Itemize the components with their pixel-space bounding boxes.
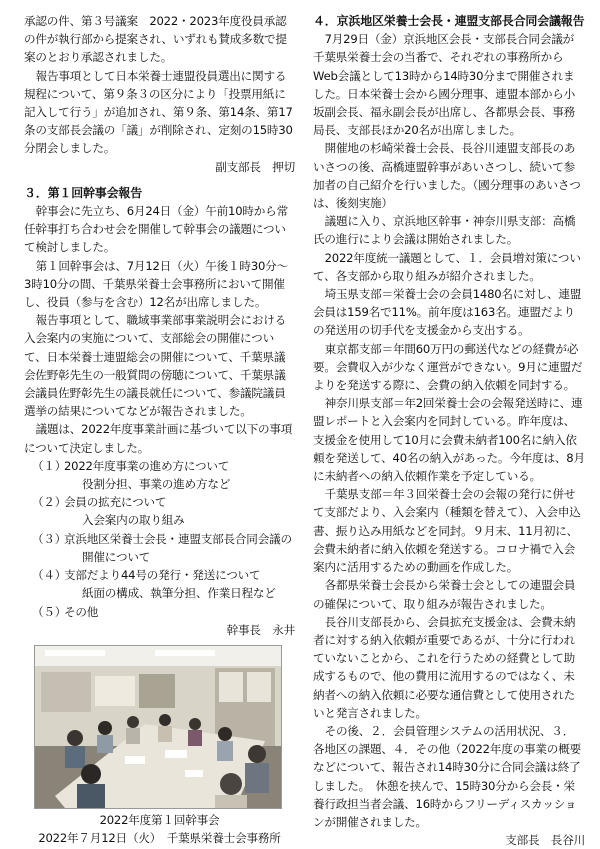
- chiba-branch-report: 千葉県支部＝年３回栄養士会の会報の発行に併せて支部だより、入会案内（種類を替えて）、入会申込書、振り込み用紙などを同封。９月末、11月初に、会費未納者に納入依頼を発送する。コロナ禍で入会案内に活用するための動画を作成した。: [313, 487, 581, 575]
- section-4-paragraph-3: 議題に入り、京浜地区幹事・神奈川県支部：高橋氏の進行により会議は開始されました。: [313, 214, 576, 247]
- agenda-list: [24, 457, 295, 621]
- agenda-title: その他: [64, 604, 99, 619]
- signature-vice-branch-head: 副支部長 押切: [215, 159, 295, 174]
- section-4-paragraph-4: 2022年度統一議題として、１．会員増対策について、各支部から取り組みが紹介されました。: [313, 250, 581, 283]
- agenda-number: （５）: [32, 604, 67, 619]
- photo-caption-title: 2022年度第１回幹事会: [99, 812, 220, 827]
- agenda-item: [24, 566, 295, 602]
- section-3-paragraph-2: 第１回幹事会は、7月12日（火）午後１時30分～3時10分の間、千葉県栄養士会事務所において開催し、役員（参与を含む）12名が出席しました。: [24, 258, 288, 310]
- section-4-heading: ４．京浜地区栄養士会長・連盟支部長合同会議報告: [313, 14, 585, 28]
- agenda-detail: 入会案内の取り組み: [82, 513, 185, 528]
- tokyo-branch-report: 東京都支部＝年間60万円の郵送代などの経費が必要。会費収入が少なく運営ができない。9月に連盟だよりを発送する際に、会費の納入依頼を同封する。: [313, 341, 583, 393]
- signature-branch-head: 支部長 長谷川: [505, 833, 585, 848]
- agenda-number: （１）: [32, 458, 67, 473]
- agenda-title: 京浜地区栄養士会長・連盟支部長合同会議の: [64, 531, 292, 546]
- meeting-room-illustration: [35, 646, 281, 808]
- signature-secretary-general: 幹事長 永井: [226, 622, 295, 637]
- left-column: [24, 12, 295, 847]
- agenda-item: [24, 493, 295, 529]
- section-4-paragraph-9: 各都県栄養士会長から栄養士会としての連盟会員の確保について、取り組みが報告されました。: [313, 578, 576, 611]
- agenda-title: 支部だより44号の発行・発送について: [64, 568, 261, 583]
- agenda-number: （３）: [32, 531, 67, 546]
- section-3-paragraph-4: 議題は、2022年度事業計画に基づいて以下の事項について決定しました。: [24, 422, 293, 455]
- agenda-detail: 紙面の構成、執筆分担、作業日程など: [82, 586, 276, 601]
- photo-caption-date: 2022年７月12日（火） 千葉県栄養士会事務所: [38, 831, 281, 846]
- agenda-item: [24, 603, 295, 621]
- section-3-paragraph-3: 報告事項として、職域事業部事業説明会における入会案内の実施について、支部総会の開催について、日本栄養士連盟総会の開催について、千葉県議会佐野彰先生の一般質問の傍聴について、千葉県議会議員佐野彰先生の議長就任について、参議院議員選挙の結果についてなどが報告されました。: [24, 313, 287, 419]
- agenda-detail: 開催について: [82, 549, 151, 564]
- agenda-item: [24, 530, 295, 566]
- section-4-paragraph-11: その後、２．会員管理システムの活用状況、３．各地区の課題、４．その他（2022年度の事業の概要などについて、報告され14時30分に合同会議は終了しました。 休憩を挟んで、15時30分から会長・栄養行政担当者会議、16時からフリーディスカッションが開催されました。: [313, 723, 581, 829]
- saitama-branch-report: 埼玉県支部＝栄養士会の会員1480名に対し、連盟会員は159名で11%。前年度は163名。連盟だよりの発送用の切手代を支援金から支出する。: [313, 287, 582, 338]
- agenda-title: 2022年度事業の進め方について: [64, 458, 230, 473]
- section-3-paragraph-1: 幹事会に先立ち、6月24日（金）午前10時から常任幹事打ち合わせ会を開催して幹事会の議題について検討しました。: [24, 204, 288, 255]
- section-3-heading: ３．第１回幹事会報告: [24, 185, 143, 200]
- continued-paragraph: 承認の件、第３号議案 2022・2023年度役員承認の件が執行部から提案され、いずれも賛成多数で提案のとおり承認されました。: [24, 14, 287, 65]
- agenda-number: （２）: [32, 495, 67, 510]
- agenda-title: 会員の拡充について: [64, 495, 167, 510]
- meeting-photo: [34, 645, 282, 809]
- report-paragraph: 報告事項として日本栄養士連盟役員選出に関する規程について、第９条３の区分により「投票用紙に記入して行う」が追加され、第９条、第14条、第17条の支部長会議の「議」が削除され、定刻の15時30分閉会しました。: [24, 68, 293, 156]
- kanagawa-branch-report: 神奈川県支部＝年2回栄養士会の会報発送時に、連盟レポートと入会案内を同封している。昨年度は、支援金を使用して10月に会費未納者100名に納入依頼を発送して、40名の納入があった。今年度は、8月に未納者への納入依頼作業を予定している。: [313, 396, 585, 484]
- section-4-paragraph-10: 長谷川支部長から、会員拡充支援金は、会費未納者に対する納入依頼が重要であるが、十分に行われていないことから、これを行うための経費として助成するもので、他の費用に流用するのではなく、未納者への納入依頼に必要な通信費として使用されたいと発言されました。: [313, 614, 576, 720]
- section-4-paragraph-1: 7月29日（金）京浜地区会長・支部長合同会議が千葉県栄養士会の当番で、それぞれの事務所からWeb会議として13時から14時30分まで開催されました。日本栄養士会から國分理事、連盟本部から小坂副会長、福永副会長が出席し、各都県会長、事務局長、支部長ほか20名が出席しました。: [313, 32, 576, 138]
- section-4-paragraph-2: 開催地の杉崎栄養士会長、長谷川連盟支部長のあいさつの後、高橋連盟幹事があいさつし、続いて参加者の自己紹介を行いました。（國分理事のあいさつは、後刻実施）: [313, 141, 581, 211]
- agenda-item: [24, 457, 295, 493]
- right-column: [313, 12, 585, 849]
- agenda-detail: 役割分担、事業の進め方など: [82, 477, 231, 492]
- agenda-number: （４）: [32, 568, 67, 583]
